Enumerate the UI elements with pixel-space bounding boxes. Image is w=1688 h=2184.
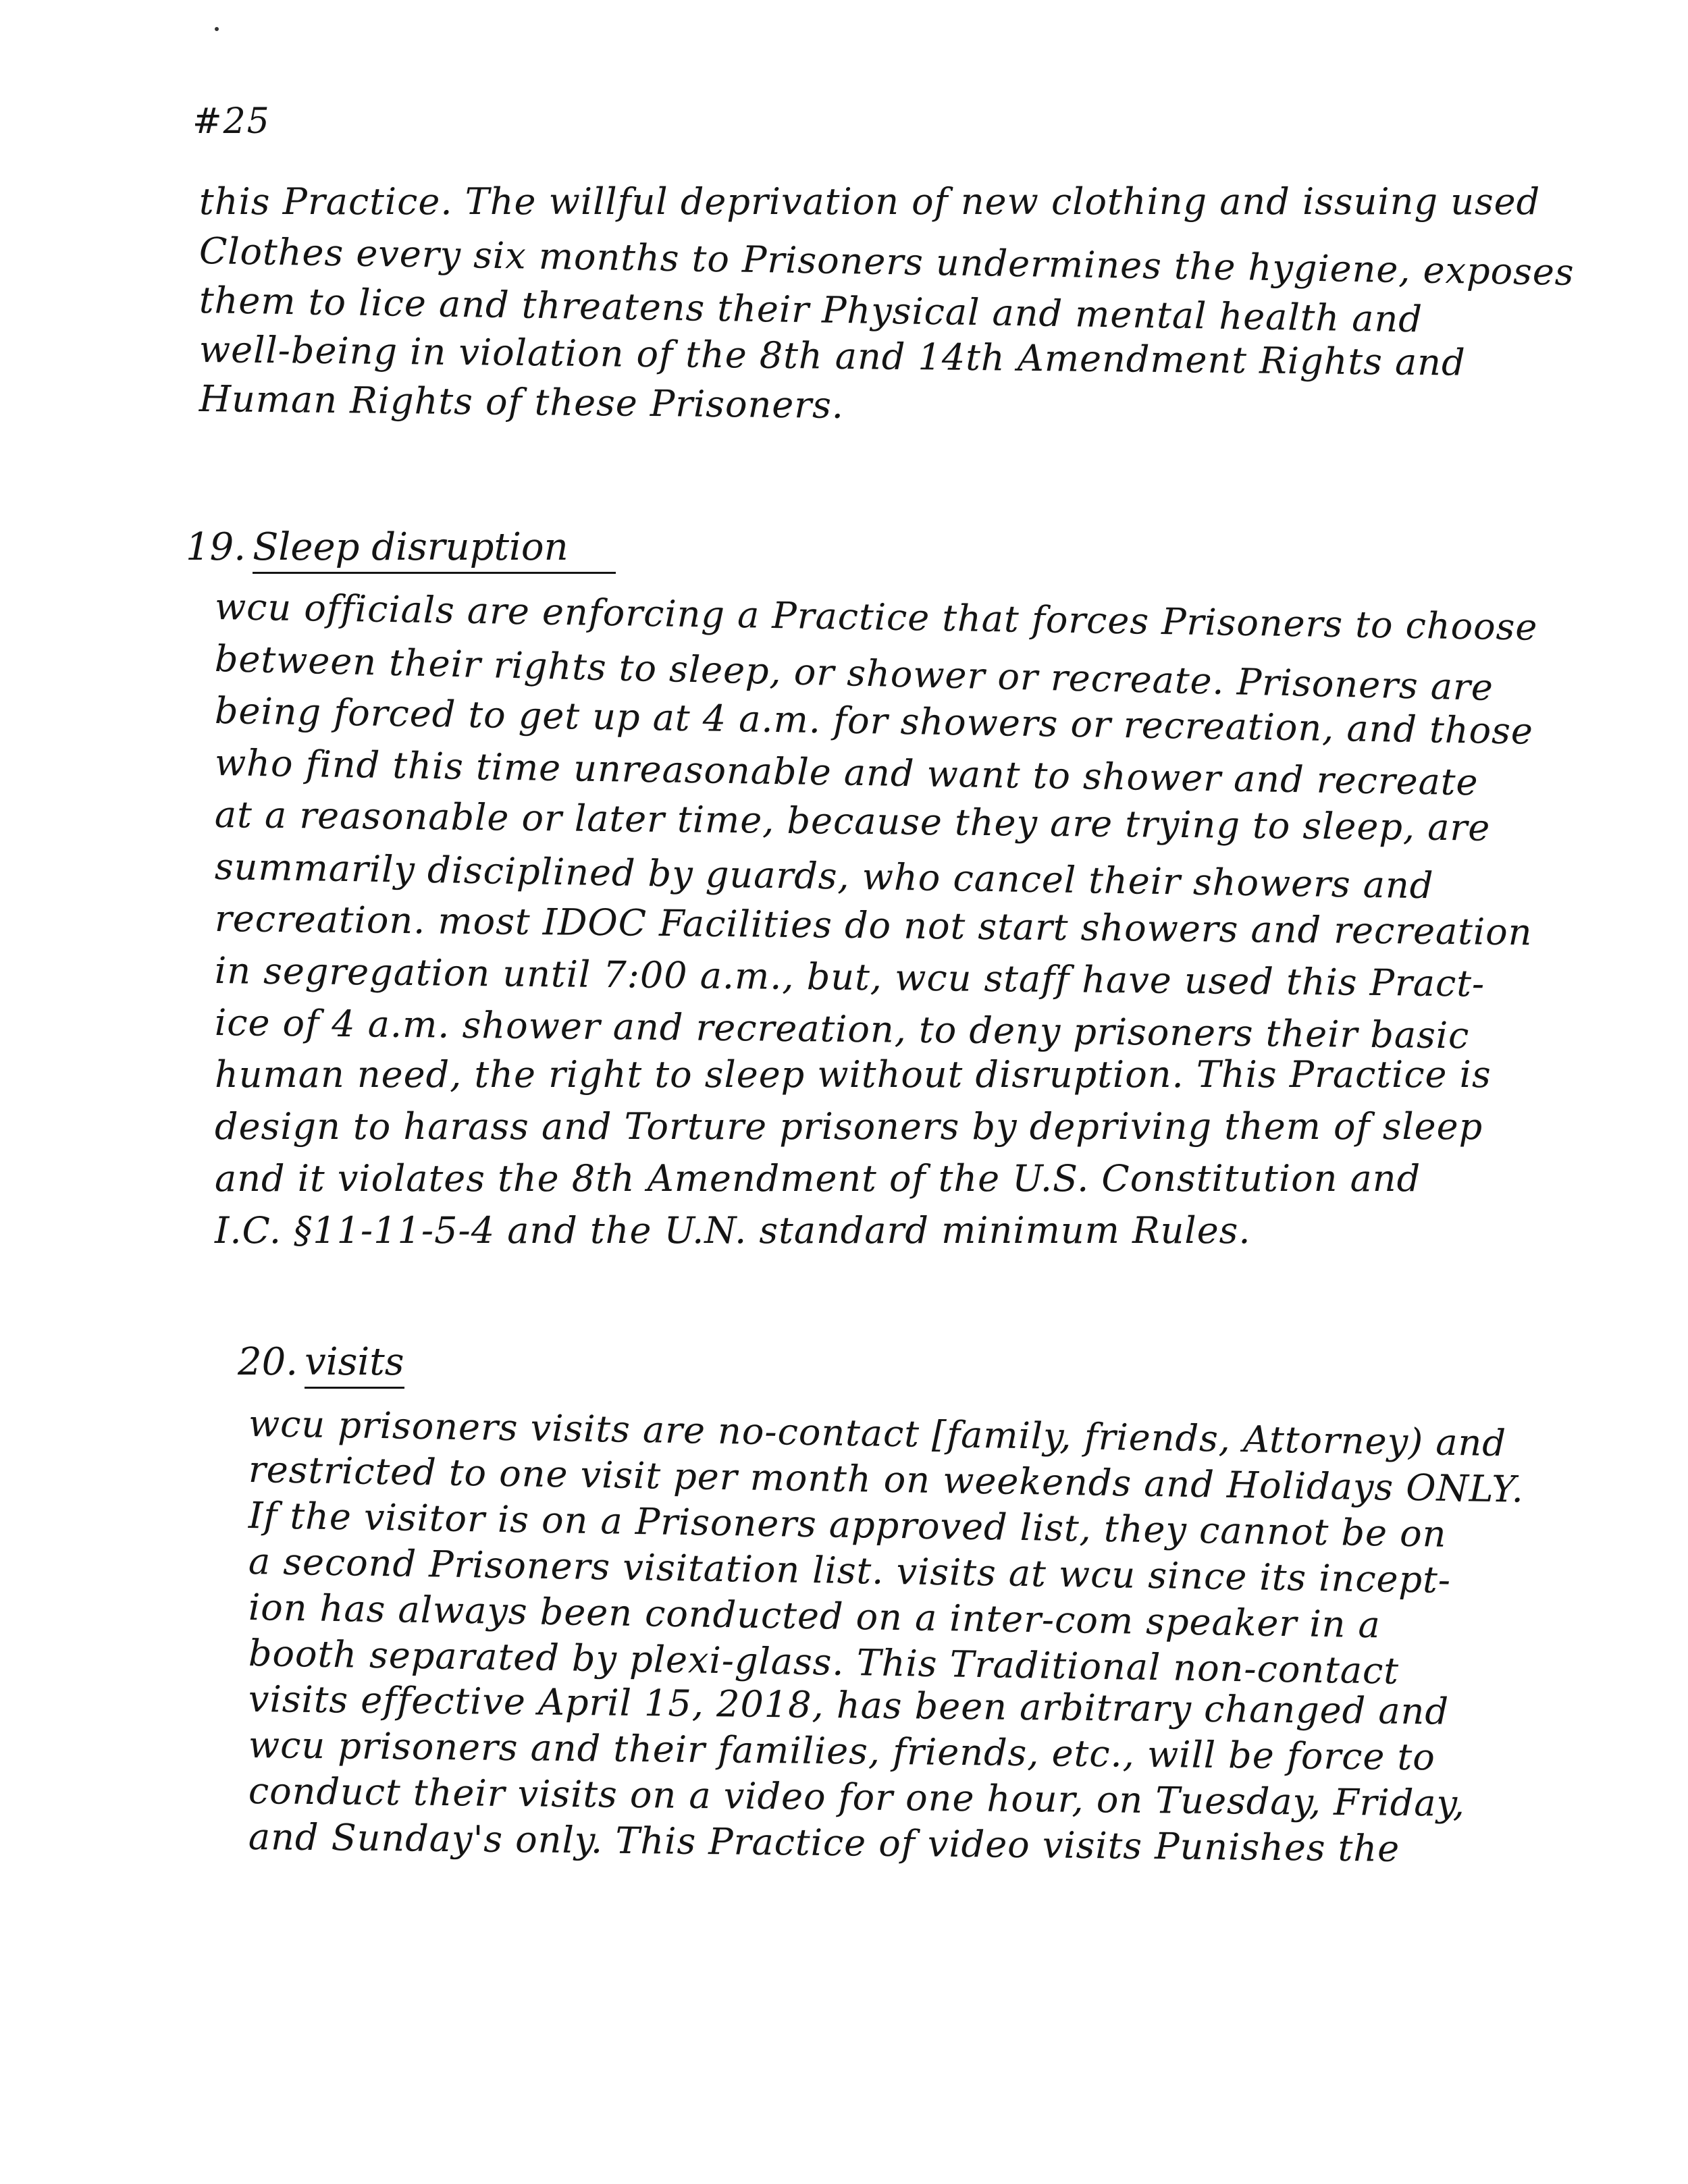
text-line: restricted to one visit per month on weekends and Holidays ONLY. <box>248 1448 1525 1511</box>
text-line: wcu prisoners and their families, friends, etc., will be force to <box>248 1724 1436 1779</box>
text-line: wcu officials are enforcing a Practice that forces Prisoners to choose <box>214 585 1538 649</box>
text-line: well-being in violation of the 8th and 14th Amendment Rights and <box>199 328 1466 384</box>
text-line: recreation. most IDOC Facilities do not start showers and recreation <box>214 897 1533 954</box>
text-line: in segregation until 7:00 a.m., but, wcu staff have used this Pract- <box>214 949 1485 1005</box>
text-line: design to harass and Torture prisoners by depriving them of sleep <box>215 1105 1483 1148</box>
text-line: them to lice and threatens their Physical and mental health and <box>199 279 1423 341</box>
text-line: Human Rights of these Prisoners. <box>199 377 845 427</box>
text-line: Clothes every six months to Prisoners undermines the hygiene, exposes <box>199 230 1575 294</box>
text-line: conduct their visits on a video for one hour, on Tuesday, Friday, <box>248 1769 1466 1825</box>
text-line: a second Prisoners visitation list. visits at wcu since its incept- <box>248 1540 1452 1601</box>
text-line: and Sunday's only. This Practice of video visits Punishes the <box>248 1815 1400 1870</box>
visits-paragraph <box>248 1401 1525 1870</box>
text-line: at a reasonable or later time, because they are trying to sleep, are <box>214 793 1491 849</box>
sleep-disruption-paragraph <box>215 581 1538 1256</box>
text-line: human need, the right to sleep without disruption. This Practice is <box>215 1053 1492 1096</box>
section-title: visits <box>305 1340 404 1389</box>
text-line: and it violates the 8th Amendment of the U.S. Constitution and <box>215 1157 1421 1200</box>
text-line: who find this time unreasonable and want to shower and recreate <box>214 741 1479 804</box>
text-line: ion has always been conducted on a inter-com speaker in a <box>248 1586 1381 1647</box>
intro-paragraph <box>199 177 1575 427</box>
text-line: booth separated by plexi-glass. This Traditional non-contact <box>248 1632 1400 1693</box>
text-line: this Practice. The willful deprivation of new clothing and issuing used <box>199 180 1541 223</box>
text-line: summarily disciplined by guards, who cancel their showers and <box>214 845 1434 907</box>
text-line: ice of 4 a.m. shower and recreation, to deny prisoners their basic <box>214 1001 1470 1057</box>
section-title: Sleep disruption <box>253 525 616 574</box>
section-heading-visits <box>238 1340 404 1389</box>
scan-speck <box>215 27 219 31</box>
text-line: If the visitor is on a Prisoners approved list, they cannot be on <box>248 1494 1447 1555</box>
page-number: #25 <box>192 101 271 142</box>
section-heading-sleep-disruption <box>186 525 616 574</box>
section-number: 19. <box>186 525 246 569</box>
text-line: visits effective April 15, 2018, has been arbitrary changed and <box>248 1678 1450 1733</box>
section-number: 20. <box>238 1340 298 1384</box>
text-line: between their rights to sleep, or shower or recreate. Prisoners are <box>214 637 1494 709</box>
text-line: being forced to get up at 4 a.m. for showers or recreation, and those <box>214 689 1534 753</box>
text-line: wcu prisoners visits are no-contact [family, friends, Attorney) and <box>248 1402 1507 1465</box>
text-line: I.C. §11-11-5-4 and the U.N. standard minimum Rules. <box>215 1209 1251 1252</box>
